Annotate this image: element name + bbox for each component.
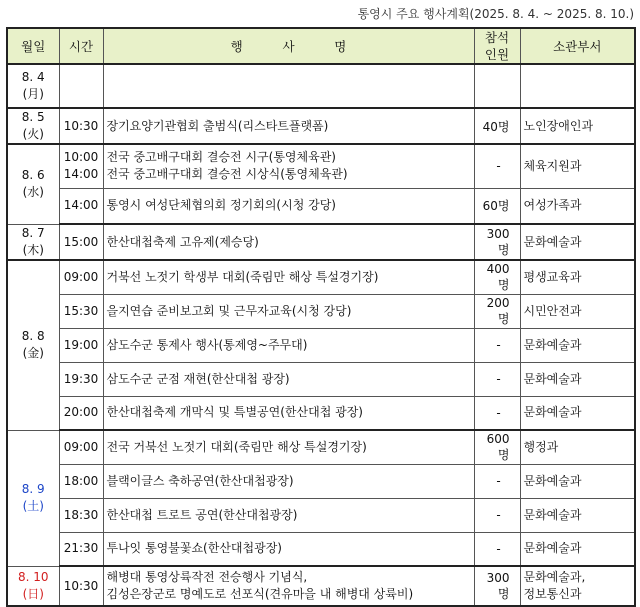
event-name: 해병대 통영상륙작전 전승행사 기념식, [106, 570, 308, 584]
time-cell [59, 260, 103, 294]
department-cell [520, 144, 635, 188]
attendees-cell: - [474, 362, 520, 396]
date-cell [7, 144, 59, 224]
department-name: 문화예술과, [523, 570, 586, 584]
time-cell [59, 294, 103, 328]
department-cell [520, 108, 635, 144]
time-value: 18:00 [63, 473, 99, 488]
time-value: 10:30 [63, 118, 99, 133]
department-cell [520, 294, 635, 328]
event-name: 통영시 여성단체협의회 정기회의(시청 강당) [106, 198, 336, 213]
time-value: 21:30 [63, 541, 99, 556]
event-cell [103, 260, 474, 294]
page-title: 통영시 주요 행사계획(2025. 8. 4. ~ 2025. 8. 10.) [357, 7, 634, 21]
event-cell [103, 498, 474, 532]
event-name: 전국 거북선 노젓기 대회(죽림만 해상 특설경기장) [106, 439, 367, 454]
event-name: 투나잇 통영불꽃쇼(한산대첩광장) [106, 541, 282, 556]
time-value: 10:00 [63, 150, 99, 165]
event-name: 거북선 노젓기 학생부 대회(죽림만 해상 특설경기장) [106, 269, 379, 284]
table-row [7, 144, 635, 188]
department-cell [520, 498, 635, 532]
time-cell [59, 362, 103, 396]
attendees-cell: 200명 [474, 294, 520, 328]
time-value: 10:30 [63, 578, 99, 593]
date-weekday: (水) [22, 185, 44, 200]
department-name: 노인장애인과 [523, 118, 594, 133]
table-row [7, 532, 635, 566]
header-people-line1: 참석 [484, 30, 510, 45]
table-row [7, 108, 635, 144]
event-cell [103, 294, 474, 328]
date-weekday: (木) [22, 242, 44, 257]
time-cell [59, 566, 103, 606]
date-day: 8. 5 [21, 110, 45, 124]
header-row [7, 28, 635, 64]
time-cell [59, 464, 103, 498]
event-name: 장기요양기관협회 출범식(리스타트플랫폼) [106, 118, 329, 133]
table-row [7, 362, 635, 396]
department-name: 체육지원과 [523, 158, 582, 173]
time-cell [59, 430, 103, 464]
time-value: 14:00 [63, 167, 99, 182]
department-name: 문화예술과 [523, 541, 582, 556]
date-cell [7, 224, 59, 260]
department-cell [520, 532, 635, 566]
time-value: 15:00 [63, 234, 99, 249]
time-cell [59, 188, 103, 224]
date-cell [7, 430, 59, 566]
event-name: 블랙이글스 축하공연(한산대첩광장) [106, 473, 294, 488]
table-row [7, 498, 635, 532]
time-cell [59, 328, 103, 362]
date-weekday: (日) [22, 586, 44, 601]
schedule-body [7, 64, 635, 606]
table-row [7, 294, 635, 328]
time-value: 19:00 [63, 337, 99, 352]
department-cell [520, 328, 635, 362]
table-row [7, 430, 635, 464]
event-name: 한산대첩축제 개막식 및 특별공연(한산대첩 광장) [106, 405, 363, 420]
time-value: 19:30 [63, 371, 99, 386]
header-dept: 소관부서 [520, 28, 635, 64]
date-cell [7, 566, 59, 606]
date-day: 8. 4 [21, 70, 45, 84]
department-name: 평생교육과 [523, 269, 582, 284]
attendees-cell: - [474, 464, 520, 498]
event-cell [103, 108, 474, 144]
table-row [7, 566, 635, 606]
department-name: 시민안전과 [523, 303, 582, 318]
time-value: 20:00 [63, 405, 99, 420]
event-name: 전국 중고배구대회 결승전 시구(통영체육관) [106, 150, 336, 165]
event-cell [103, 64, 474, 108]
department-cell [520, 464, 635, 498]
department-cell [520, 430, 635, 464]
attendees-cell: - [474, 498, 520, 532]
attendees-cell: 600명 [474, 430, 520, 464]
date-weekday: (月) [22, 87, 44, 101]
date-weekday: (火) [22, 127, 44, 141]
event-cell [103, 224, 474, 260]
department-cell [520, 188, 635, 224]
event-name: 을지연습 준비보고회 및 근무자교육(시청 강당) [106, 303, 352, 318]
attendees-cell [474, 64, 520, 108]
date-day: 8. 9 [21, 482, 45, 496]
department-cell [520, 224, 635, 260]
event-cell [103, 188, 474, 224]
date-day: 8. 8 [21, 329, 45, 344]
table-row [7, 224, 635, 260]
table-row [7, 260, 635, 294]
header-date: 월일 [7, 28, 59, 64]
department-name: 정보통신과 [523, 587, 582, 601]
date-cell [7, 260, 59, 430]
time-cell [59, 64, 103, 108]
time-cell [59, 532, 103, 566]
date-day: 8. 10 [17, 569, 49, 584]
date-cell [7, 64, 59, 108]
schedule-table [6, 27, 636, 607]
date-weekday: (土) [22, 499, 44, 513]
time-cell [59, 396, 103, 430]
attendees-cell: 300명 [474, 566, 520, 606]
table-row [7, 396, 635, 430]
department-cell [520, 566, 635, 606]
department-name: 문화예술과 [523, 473, 582, 488]
time-value: 15:30 [63, 303, 99, 318]
table-row [7, 328, 635, 362]
event-name: 삼도수군 군점 재현(한산대첩 광장) [106, 371, 290, 386]
header-time: 시간 [59, 28, 103, 64]
time-cell [59, 108, 103, 144]
event-name: 한산대첩 트로트 공연(한산대첩광장) [106, 507, 298, 522]
time-value: 09:00 [63, 439, 99, 454]
department-name: 여성가족과 [523, 198, 582, 213]
event-cell [103, 430, 474, 464]
attendees-cell: - [474, 396, 520, 430]
department-cell [520, 64, 635, 108]
department-cell [520, 362, 635, 396]
date-day: 8. 7 [21, 225, 45, 240]
attendees-cell: - [474, 144, 520, 188]
department-name: 문화예술과 [523, 234, 582, 249]
date-weekday: (金) [22, 346, 44, 361]
attendees-cell: - [474, 328, 520, 362]
event-cell [103, 566, 474, 606]
event-cell [103, 328, 474, 362]
department-cell [520, 396, 635, 430]
event-name: 한산대첩축제 고유제(제승당) [106, 234, 259, 249]
attendees-cell: - [474, 532, 520, 566]
department-name: 문화예술과 [523, 405, 582, 420]
department-name: 문화예술과 [523, 337, 582, 352]
header-people-line2: 인원 [484, 47, 510, 62]
attendees-cell: 400명 [474, 260, 520, 294]
time-cell [59, 144, 103, 188]
attendees-cell: 60명 [474, 188, 520, 224]
time-value: 14:00 [63, 198, 99, 213]
time-cell [59, 224, 103, 260]
event-name: 전국 중고배구대회 결승전 시상식(통영체육관) [106, 167, 348, 182]
department-name: 행정과 [523, 439, 559, 454]
department-name: 문화예술과 [523, 371, 582, 386]
header-people [474, 28, 520, 64]
event-cell [103, 396, 474, 430]
event-cell [103, 362, 474, 396]
time-value: 09:00 [63, 269, 99, 284]
event-cell [103, 532, 474, 566]
table-row [7, 64, 635, 108]
date-day: 8. 6 [21, 168, 45, 183]
event-name: 김성은장군로 명예도로 선포식(견유마을 내 해병대 상륙비) [106, 587, 414, 601]
table-row [7, 188, 635, 224]
department-cell [520, 260, 635, 294]
attendees-cell: 300명 [474, 224, 520, 260]
department-name: 문화예술과 [523, 507, 582, 522]
event-cell [103, 144, 474, 188]
event-name: 삼도수군 통제사 행사(통제영~주무대) [106, 337, 308, 352]
attendees-cell: 40명 [474, 108, 520, 144]
date-cell [7, 108, 59, 144]
table-row [7, 464, 635, 498]
time-value: 18:30 [63, 507, 99, 522]
header-event: 행 사 명 [103, 28, 474, 64]
time-cell [59, 498, 103, 532]
event-cell [103, 464, 474, 498]
